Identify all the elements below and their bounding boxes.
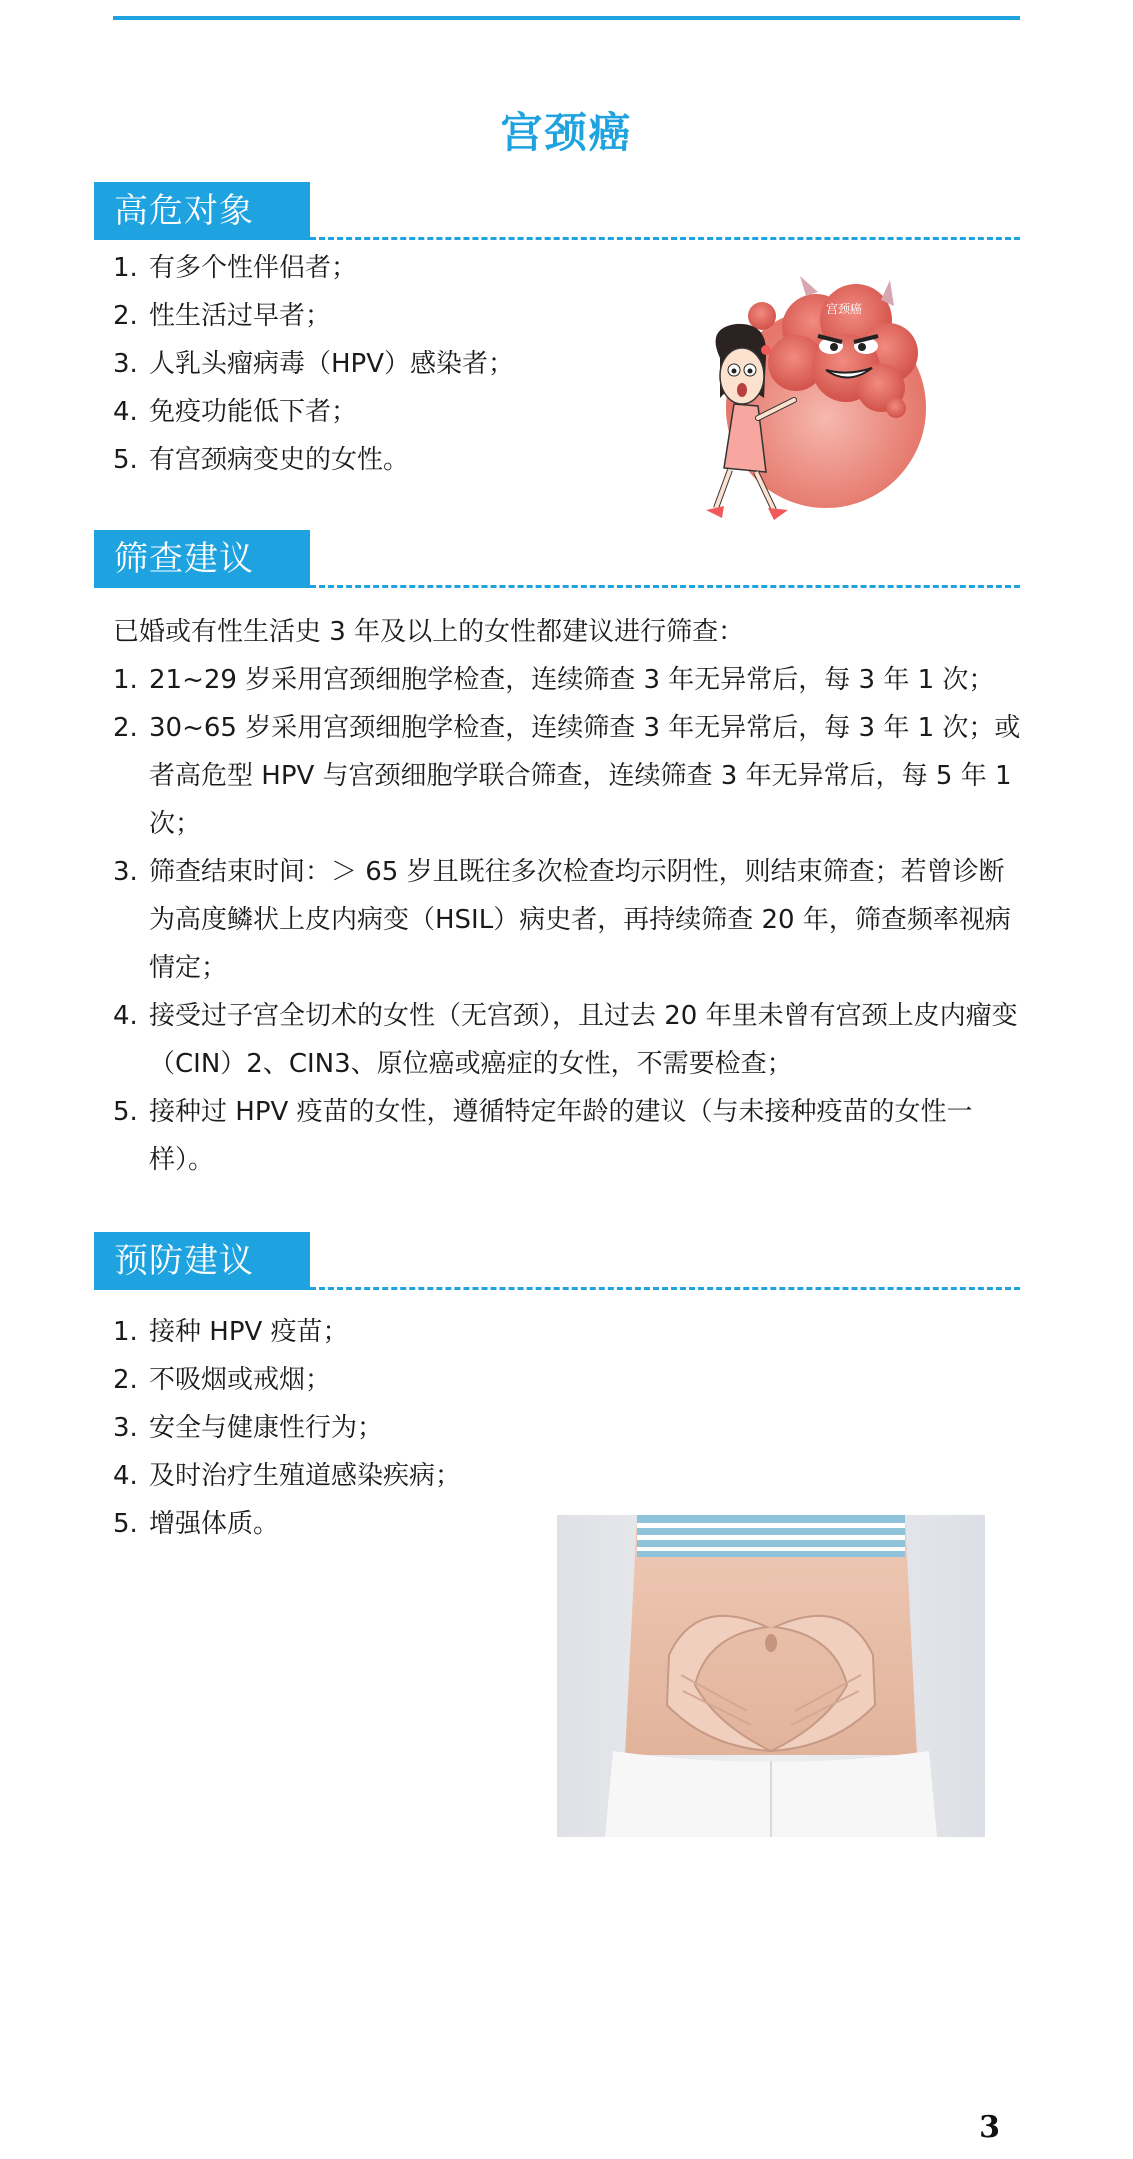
page-number: 3 xyxy=(979,2110,1000,2145)
cervical-cancer-cartoon-icon xyxy=(676,258,942,528)
list-item: 5. 增强体质。 xyxy=(113,1509,280,1539)
list-item: 3. 安全与健康性行为； xyxy=(113,1413,384,1443)
illustration-label: 宫颈癌 xyxy=(825,302,863,316)
list-item: 4. 免疫功能低下者； xyxy=(113,397,358,427)
list-item: 1. 有多个性伴侣者； xyxy=(113,253,358,283)
section-divider xyxy=(310,585,1020,588)
screening-list xyxy=(113,656,1023,1184)
page-title: 宫颈癌 xyxy=(500,108,633,157)
section-title-screening: 筛查建议 xyxy=(94,530,310,588)
list-item: 5. 有宫颈病变史的女性。 xyxy=(113,445,410,475)
heart-hands-photo-icon xyxy=(557,1515,985,1837)
section-header-risk xyxy=(94,182,1020,240)
list-item: 1. 接种 HPV 疫苗； xyxy=(113,1317,349,1347)
section-title-risk: 高危对象 xyxy=(94,182,310,240)
section-header-screening xyxy=(94,530,1020,588)
list-item: 2. 性生活过早者； xyxy=(113,301,332,331)
top-rule xyxy=(113,16,1020,20)
screening-intro: 已婚或有性生活史 3 年及以上的女性都建议进行筛查： xyxy=(113,617,745,647)
list-item: 3. 筛查结束时间：＞ 65 岁且既往多次检查均示阴性，则结束筛查；若曾诊断为高度鳞状上皮内病变（HSIL）病史者，再持续筛查 20 年，筛查频率视病情定； xyxy=(113,857,1011,983)
list-item: 2. 30~65 岁采用宫颈细胞学检查，连续筛查 3 年无异常后，每 3 年 1 次；或者高危型 HPV 与宫颈细胞学联合筛查，连续筛查 3 年无异常后，每 5 年 1 次； xyxy=(113,713,1021,839)
list-item: 4. 及时治疗生殖道感染疾病； xyxy=(113,1461,462,1491)
list-item: 5. 接种过 HPV 疫苗的女性，遵循特定年龄的建议（与未接种疫苗的女性一样）。 xyxy=(113,1097,973,1175)
list-item: 2. 不吸烟或戒烟； xyxy=(113,1365,332,1395)
prevention-list xyxy=(113,1308,1023,1548)
section-divider xyxy=(310,1287,1020,1290)
list-item: 3. 人乳头瘤病毒（HPV）感染者； xyxy=(113,349,515,379)
section-divider xyxy=(310,237,1020,240)
section-title-prevention: 预防建议 xyxy=(94,1232,310,1290)
list-item: 1. 21~29 岁采用宫颈细胞学检查，连续筛查 3 年无异常后，每 3 年 1 次； xyxy=(113,665,995,695)
section-header-prevention xyxy=(94,1232,1020,1290)
list-item: 4. 接受过子宫全切术的女性（无宫颈），且过去 20 年里未曾有宫颈上皮内瘤变（CIN）2、CIN3、原位癌或癌症的女性，不需要检查； xyxy=(113,1001,1018,1079)
